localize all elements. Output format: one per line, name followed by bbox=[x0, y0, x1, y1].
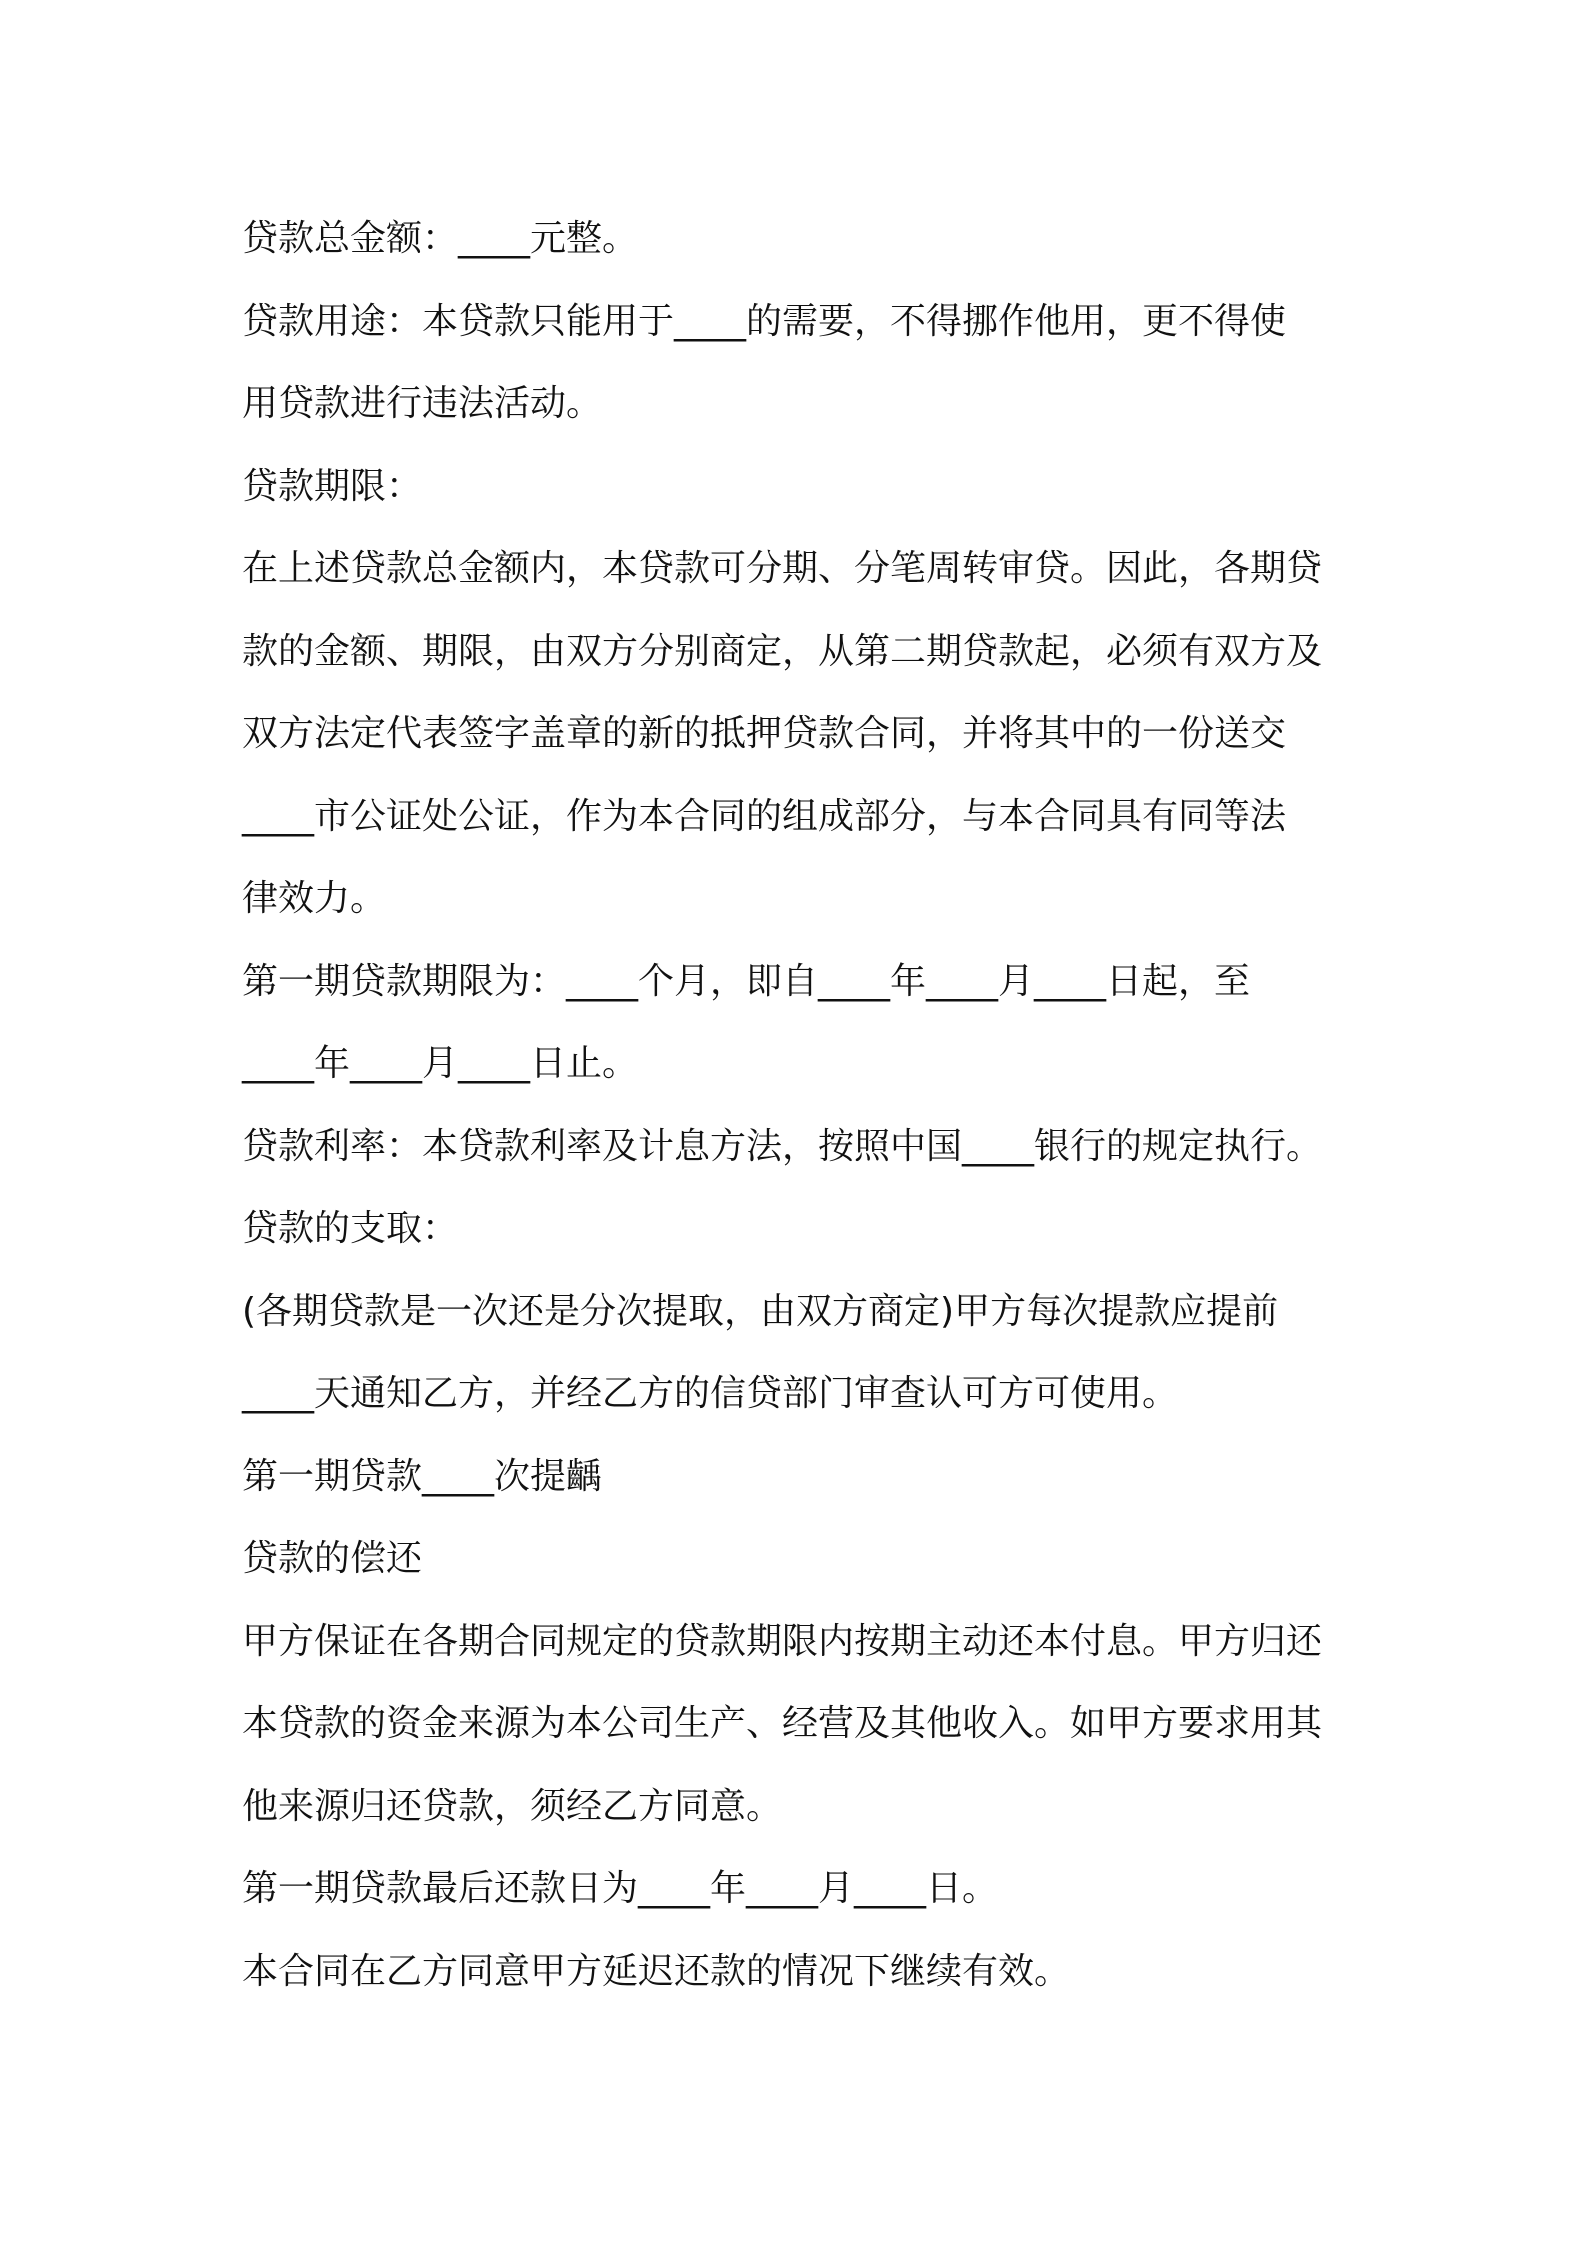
loan-withdrawal-line-1: (各期贷款是一次还是分次提取，由双方商定)甲方每次提款应提前 bbox=[242, 1290, 1279, 1332]
loan-purpose-line-1: 贷款用途：本贷款只能用于____的需要，不得挪作他用，更不得使 bbox=[242, 300, 1287, 342]
first-period-term-line-1: 第一期贷款期限为：____个月，即自____年____月____日起，至 bbox=[242, 960, 1251, 1002]
interest-rate-line: 贷款利率：本贷款利率及计息方法，按照中国____银行的规定执行。 bbox=[242, 1125, 1323, 1167]
contract-validity-line: 本合同在乙方同意甲方延迟还款的情况下继续有效。 bbox=[242, 1950, 1071, 1992]
loan-repayment-line-1: 甲方保证在各期合同规定的贷款期限内按期主动还本付息。甲方归还 bbox=[242, 1620, 1323, 1662]
loan-term-paragraph-line-1: 在上述贷款总金额内，本贷款可分期、分笔周转审贷。因此，各期贷 bbox=[242, 548, 1323, 589]
loan-term-heading: 贷款期限： bbox=[242, 465, 423, 507]
loan-term-paragraph-line-3: 双方法定代表签字盖章的新的抵押贷款合同，并将其中的一份送交 bbox=[242, 713, 1287, 754]
loan-term-paragraph-line-4: ____市公证处公证，作为本合同的组成部分，与本合同具有同等法 bbox=[242, 795, 1287, 837]
first-period-withdrawal-line: 第一期贷款____次提齲 bbox=[242, 1455, 603, 1497]
loan-purpose-line-2: 用贷款进行违法活动。 bbox=[242, 383, 603, 424]
contract-body bbox=[242, 198, 1382, 2013]
first-period-term-line-2: ____年____月____日止。 bbox=[242, 1043, 639, 1084]
loan-withdrawal-line-2: ____天通知乙方，并经乙方的信贷部门审查认可方可使用。 bbox=[242, 1373, 1179, 1414]
loan-total-amount-line: 贷款总金额：____元整。 bbox=[242, 218, 639, 259]
loan-withdrawal-heading: 贷款的支取： bbox=[242, 1208, 459, 1249]
loan-repayment-line-3: 他来源归还贷款，须经乙方同意。 bbox=[242, 1785, 783, 1827]
loan-term-paragraph-line-2: 款的金额、期限，由双方分别商定，从第二期贷款起，必须有双方及 bbox=[242, 630, 1323, 672]
loan-term-paragraph-line-5: 律效力。 bbox=[242, 878, 387, 919]
final-repayment-date-line: 第一期贷款最后还款日为____年____月____日。 bbox=[242, 1868, 999, 1909]
loan-repayment-line-2: 本贷款的资金来源为本公司生产、经营及其他收入。如甲方要求用其 bbox=[242, 1703, 1323, 1744]
loan-repayment-heading: 贷款的偿还 bbox=[242, 1538, 423, 1579]
